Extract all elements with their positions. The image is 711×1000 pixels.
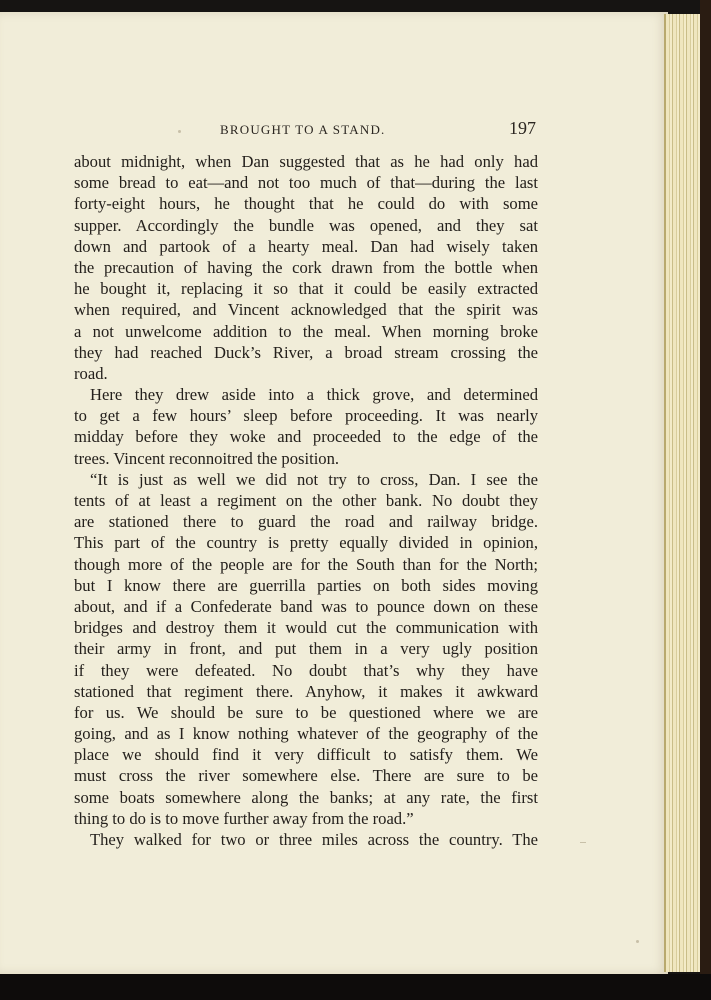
text-line: trees. Vincent reconnoitred the position. xyxy=(74,448,340,468)
text-line: Here they drew aside into a thick grove, and determined xyxy=(90,385,538,405)
text-line: a not unwelcome addition to the meal. When morning broke xyxy=(74,321,538,341)
text-line: thing to do is to move further away from the road.” xyxy=(74,808,414,828)
text-line: they had reached Duck’s River, a broad stream crossing the xyxy=(74,342,538,362)
text-line: This part of the country is pretty equally divided in opinion, xyxy=(74,533,538,553)
running-head: BROUGHT TO A STAND. xyxy=(220,122,386,137)
text-line: bridges and destroy them it would cut the communication with xyxy=(74,618,538,638)
text-line: supper. Accordingly the bundle was opened, and they sat xyxy=(74,215,538,235)
text-line: “It is just as well we did not try to cross, Dan. I see the xyxy=(90,469,538,489)
scan-border xyxy=(0,974,711,1000)
text-line: he bought it, replacing it so that it could be easily extracted xyxy=(74,279,538,299)
paper-speck xyxy=(636,940,639,943)
text-line: but I know there are guerrilla parties on both sides moving xyxy=(74,575,538,595)
text-line: though more of the people are for the South than for the North; xyxy=(74,554,538,574)
text-line: for us. We should be sure to be questioned where we are xyxy=(74,702,538,722)
text-line: stationed that regiment there. Anyhow, it makes it awkward xyxy=(74,681,538,701)
page-number: 197 xyxy=(509,118,536,138)
text-line: about, and if a Confederate band was to pounce down on these xyxy=(74,596,538,616)
text-line: some bread to eat—and not too much of that—during the last xyxy=(74,173,538,193)
text-line: when required, and Vincent acknowledged that the spirit was xyxy=(74,300,538,320)
text-line: if they were defeated. No doubt that’s why they have xyxy=(74,660,538,680)
text-line: going, and as I know nothing whatever of the geography of the xyxy=(74,724,538,744)
text-line: some boats somewhere along the banks; at any rate, the first xyxy=(74,787,538,807)
text-line: road. xyxy=(74,363,108,383)
book-binding xyxy=(700,0,711,1000)
text-line: their army in front, and put them in a very ugly position xyxy=(74,639,538,659)
text-line: midday before they woke and proceeded to the edge of the xyxy=(74,427,538,447)
text-line: They walked for two or three miles across the country. The xyxy=(90,830,538,850)
text-line: forty-eight hours, he thought that he could do with some xyxy=(74,194,538,214)
paper-speck xyxy=(580,842,586,843)
text-line: are stationed there to guard the road and railway bridge. xyxy=(74,512,538,532)
text-line: about midnight, when Dan suggested that as he had only had xyxy=(74,152,538,171)
text-line: to get a few hours’ sleep before proceeding. It was nearly xyxy=(74,406,538,426)
paper-speck xyxy=(178,130,181,133)
body-text xyxy=(74,151,538,850)
text-line: the precaution of having the cork drawn from the bottle when xyxy=(74,257,538,277)
text-line: down and partook of a hearty meal. Dan had wisely taken xyxy=(74,236,538,256)
text-line: must cross the river somewhere else. There are sure to be xyxy=(74,766,538,786)
text-line: tents of at least a regiment on the other bank. No doubt they xyxy=(74,491,538,511)
text-line: place we should find it very difficult to satisfy them. We xyxy=(74,745,538,765)
page-header xyxy=(74,118,538,140)
